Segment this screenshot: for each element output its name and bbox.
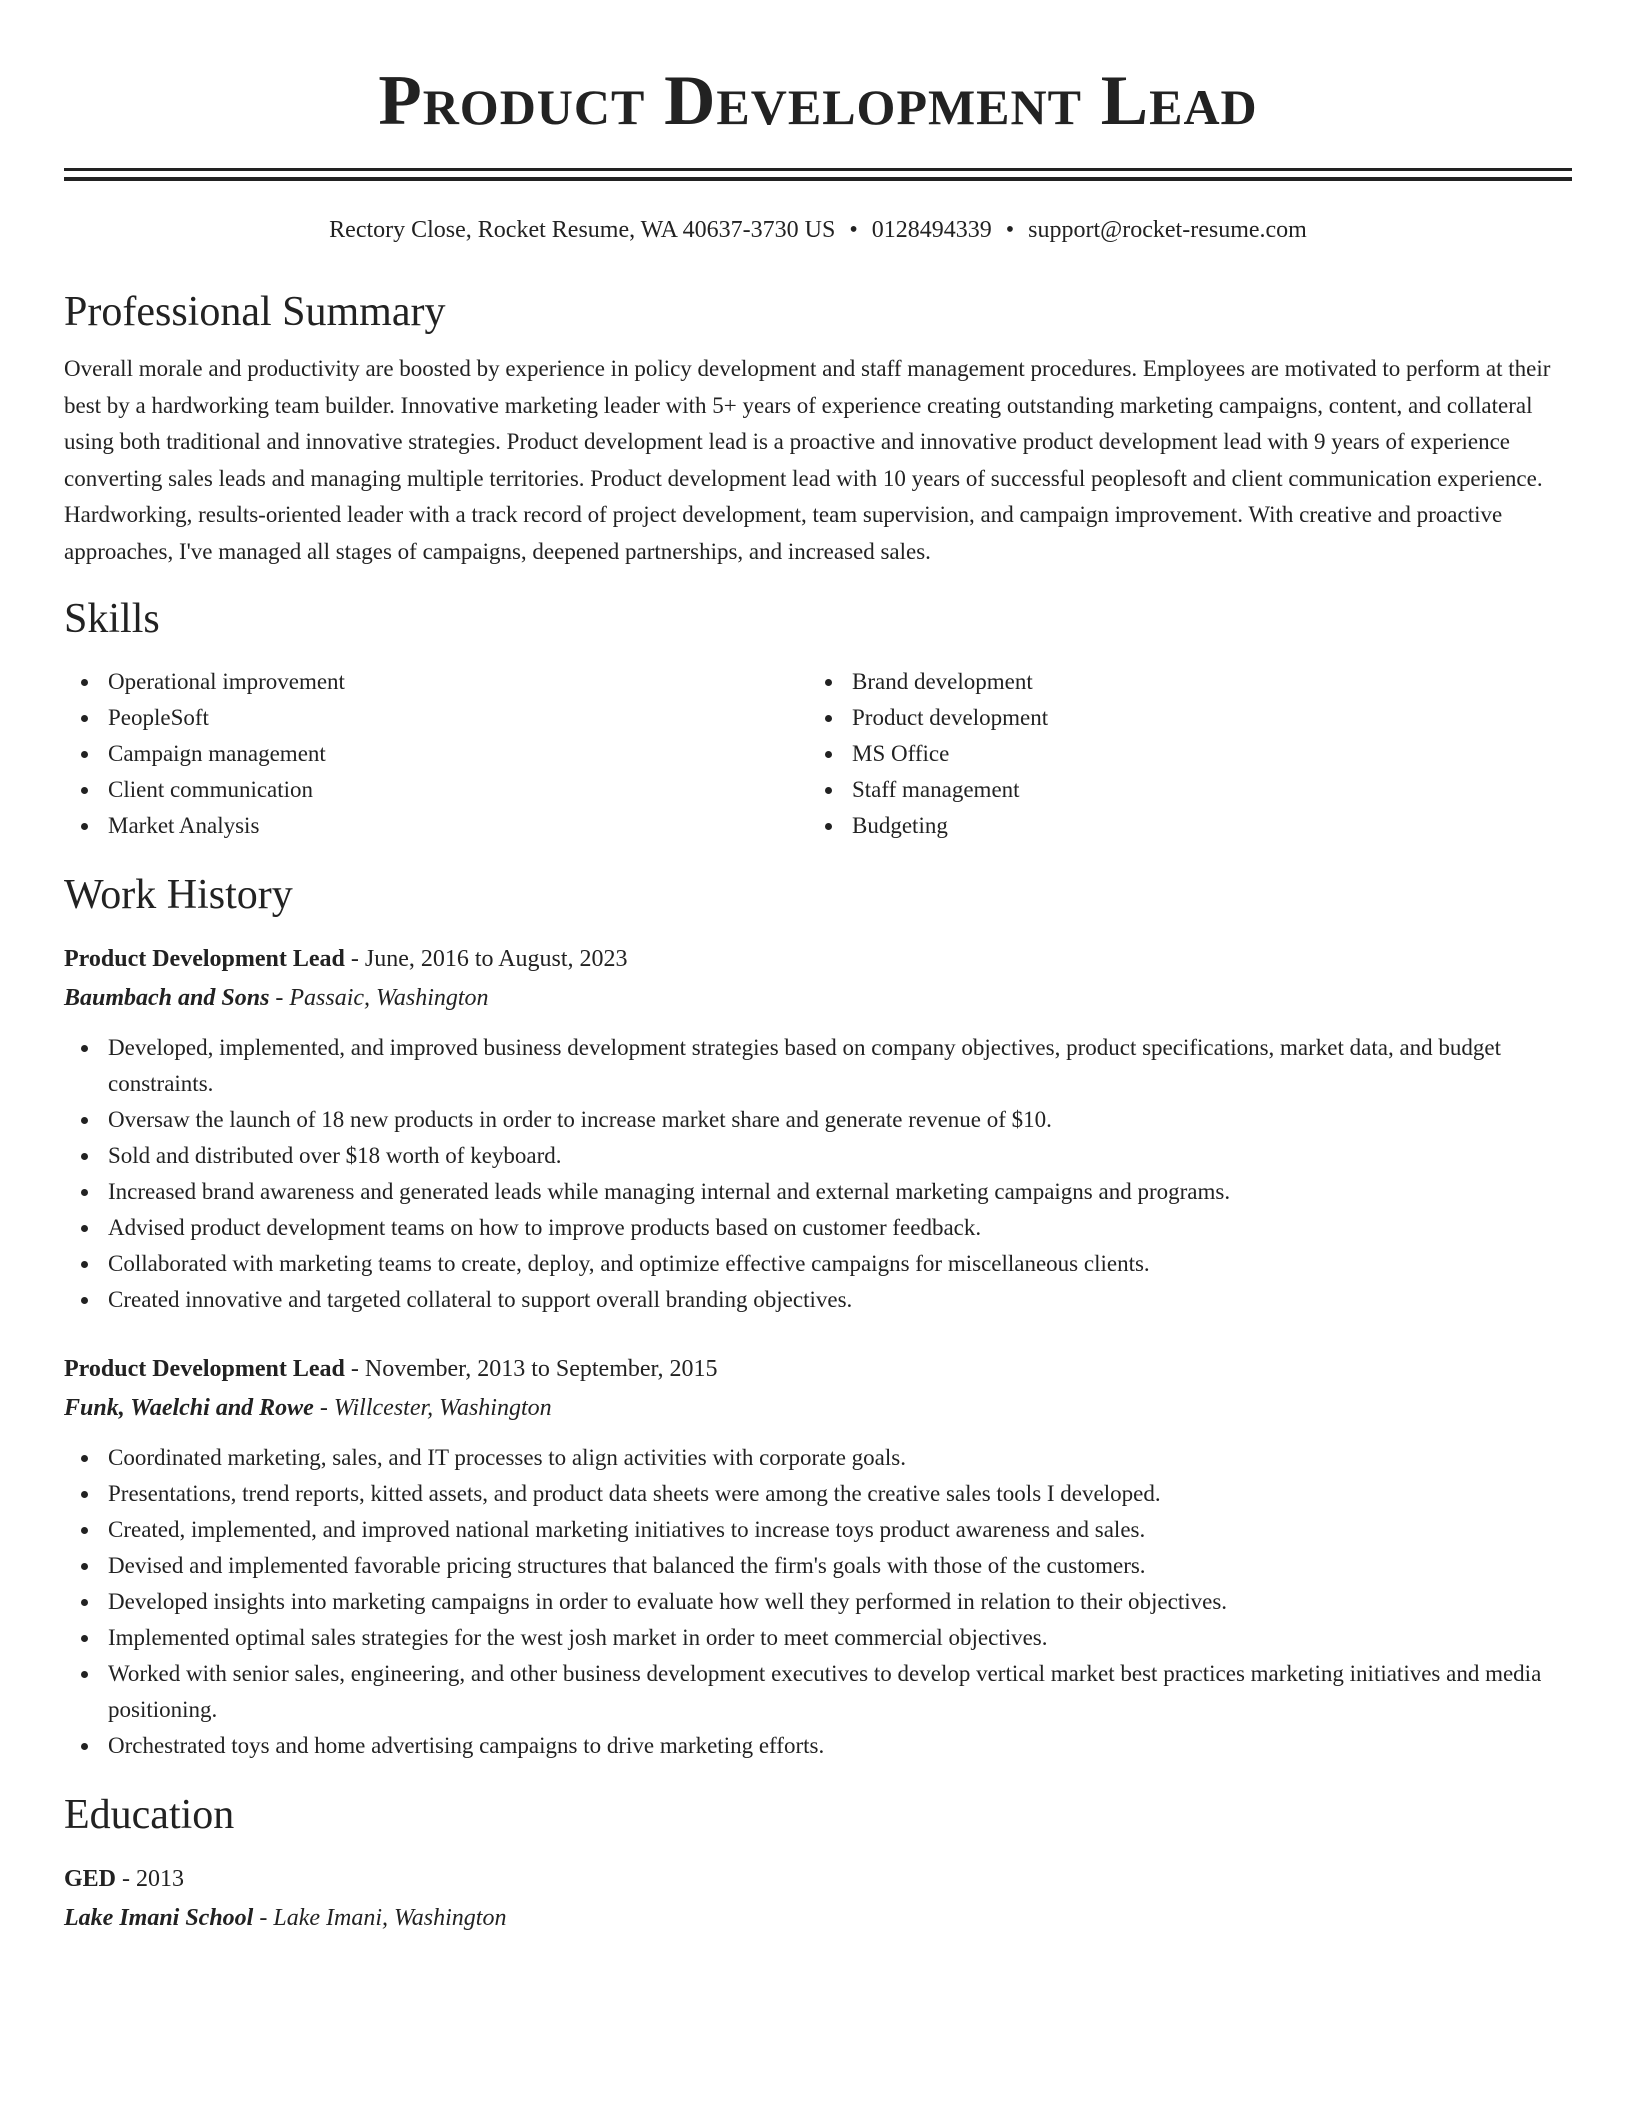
job-bullet: Sold and distributed over $18 worth of keyboard. <box>64 1138 1572 1174</box>
skills-list-left <box>64 664 808 844</box>
job-bullet: Developed, implemented, and improved business development strategies based on company objectives, product specifications, market data, and budget constraints. <box>64 1030 1572 1102</box>
job-company: Funk, Waelchi and Rowe <box>64 1395 314 1421</box>
contact-line <box>64 215 1572 245</box>
job-bullet: Oversaw the launch of 18 new products in order to increase market share and generate revenue of $10. <box>64 1102 1572 1138</box>
job-location: - Willcester, Washington <box>313 1395 552 1421</box>
job-role: Product Development Lead <box>64 946 345 972</box>
education-location: - Lake Imani, Washington <box>253 1905 507 1931</box>
skill-item: Product development <box>808 700 1552 736</box>
job-dates: - November, 2013 to September, 2015 <box>344 1356 718 1382</box>
skill-item: Client communication <box>64 772 808 808</box>
skill-item: Campaign management <box>64 736 808 772</box>
education-header <box>64 1862 1572 1896</box>
summary-heading: Professional Summary <box>64 289 446 335</box>
skill-item: MS Office <box>808 736 1552 772</box>
job-bullet-list <box>64 1030 1572 1318</box>
education-heading: Education <box>64 1792 235 1838</box>
education-degree: GED <box>64 1866 117 1892</box>
skill-item: Market Analysis <box>64 808 808 844</box>
job-bullet-list <box>64 1440 1572 1764</box>
job-bullet: Advised product development teams on how to improve products based on customer feedback. <box>64 1210 1572 1246</box>
job-company-line <box>64 1390 1572 1426</box>
job-company-line <box>64 980 1572 1016</box>
job-bullet: Orchestrated toys and home advertising campaigns to drive marketing efforts. <box>64 1728 1572 1764</box>
education-year: - 2013 <box>116 1866 185 1892</box>
job-bullet: Presentations, trend reports, kitted assets, and product data sheets were among the creative sales tools I developed. <box>64 1476 1572 1512</box>
job-role: Product Development Lead <box>64 1356 345 1382</box>
skills-grid <box>64 664 1572 844</box>
contact-address: Rectory Close, Rocket Resume, WA 40637-3730 US <box>329 217 836 243</box>
contact-separator: • <box>1005 217 1015 243</box>
job-bullet: Coordinated marketing, sales, and IT processes to align activities with corporate goals. <box>64 1440 1572 1476</box>
job-bullet: Devised and implemented favorable pricing structures that balanced the firm's goals with those of the customers. <box>64 1548 1572 1584</box>
contact-separator: • <box>849 217 858 243</box>
job-bullet: Collaborated with marketing teams to create, deploy, and optimize effective campaigns for miscellaneous clients. <box>64 1246 1572 1282</box>
summary-text: Overall morale and productivity are boosted by experience in policy development and staff management procedures. Employees are motivated to perform at their best by a hardworking team builder. Innovative marketing leader with 5+ years of experience creating outstanding marketing campaigns, content, and collateral using both traditional and innovative strategies. Product development lead is a proactive and innovative product development lead with 9 years of experience converting sales leads and managing multiple territories. Product development lead with 10 years of successful peoplesoft and client communication experience. Hardworking, results-oriented leader with a track record of project development, team supervision, and campaign improvement. With creative and proactive approaches, I've managed all stages of campaigns, deepened partnerships, and increased sales. <box>64 356 1551 564</box>
candidate-name: Product Development Lead <box>378 62 1258 140</box>
contact-email[interactable]: support@rocket-resume.com <box>1028 217 1307 243</box>
job-header <box>64 1352 1572 1386</box>
skill-item: Staff management <box>808 772 1552 808</box>
skill-item: Brand development <box>808 664 1552 700</box>
skills-heading: Skills <box>64 596 160 642</box>
job-header <box>64 942 1572 976</box>
skill-item: PeopleSoft <box>64 700 808 736</box>
education-school: Lake Imani School <box>64 1905 254 1931</box>
job-entry <box>64 942 1572 1318</box>
contact-phone: 0128494339 <box>871 217 992 243</box>
job-location: - Passaic, Washington <box>269 985 489 1011</box>
resume-page <box>64 0 1572 1936</box>
job-bullet: Developed insights into marketing campaigns in order to evaluate how well they performed in relation to their objectives. <box>64 1584 1572 1620</box>
job-bullet: Implemented optimal sales strategies for the west josh market in order to meet commercial objectives. <box>64 1620 1572 1656</box>
education-school-line <box>64 1900 1572 1936</box>
work-history-heading: Work History <box>64 872 293 918</box>
job-entry <box>64 1352 1572 1764</box>
header-divider-top <box>64 168 1572 171</box>
job-bullet: Created innovative and targeted collateral to support overall branding objectives. <box>64 1282 1572 1318</box>
header-divider-bottom <box>64 177 1572 181</box>
skill-item: Operational improvement <box>64 664 808 700</box>
job-company: Baumbach and Sons <box>64 985 270 1011</box>
skill-item: Budgeting <box>808 808 1552 844</box>
job-bullet: Worked with senior sales, engineering, and other business development executives to develop vertical market best practices marketing initiatives and media positioning. <box>64 1656 1572 1728</box>
job-dates: - June, 2016 to August, 2023 <box>344 946 628 972</box>
job-bullet: Increased brand awareness and generated leads while managing internal and external marketing campaigns and programs. <box>64 1174 1572 1210</box>
skills-list-right <box>808 664 1552 844</box>
job-bullet: Created, implemented, and improved national marketing initiatives to increase toys product awareness and sales. <box>64 1512 1572 1548</box>
